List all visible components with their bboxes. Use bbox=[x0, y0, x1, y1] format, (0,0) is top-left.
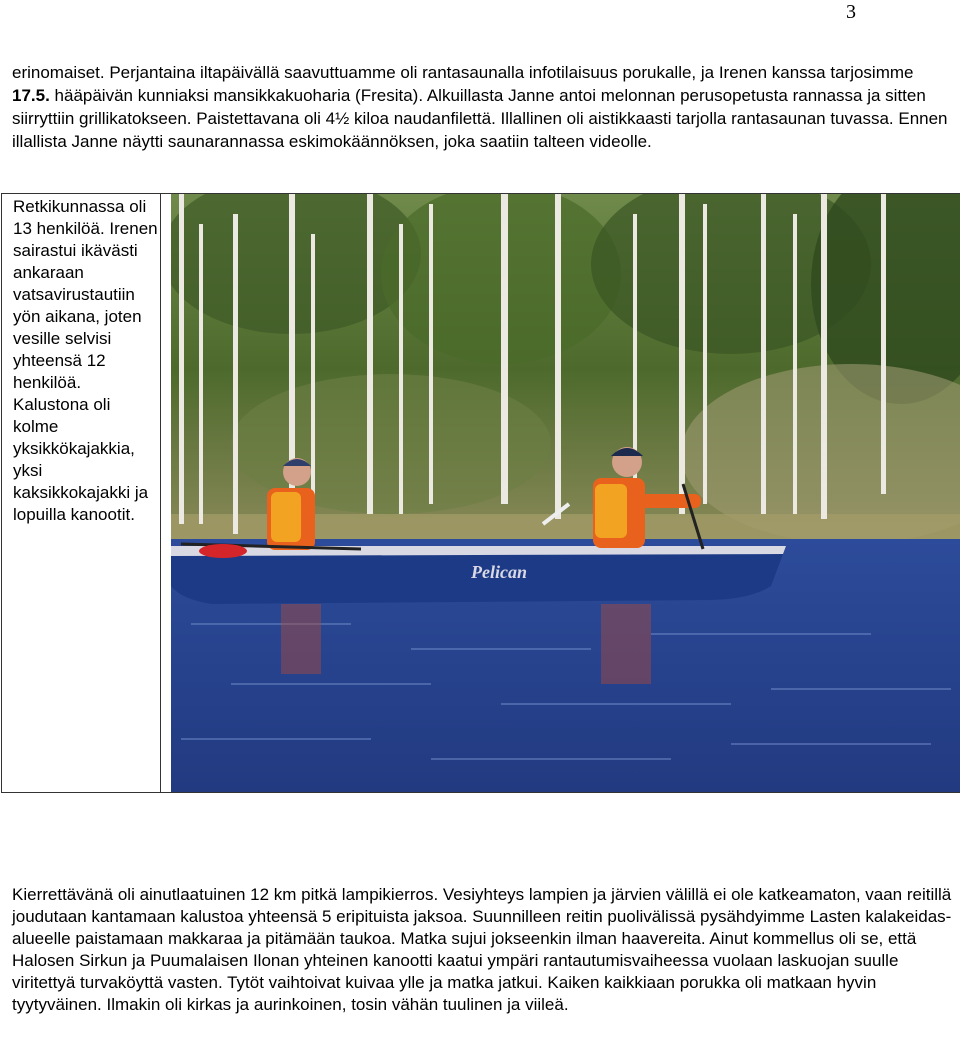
page-number: 3 bbox=[846, 1, 856, 23]
caption-photo-table bbox=[1, 193, 960, 793]
table-divider bbox=[160, 194, 161, 792]
intro-text-part2: hääpäivän kunniaksi mansikkakuoharia (Fresita). Alkuillasta Janne antoi melonnan perusopetusta rannassa ja sitten siirryttiin grillikatokseen. Paistettavana oli 4½ kiloa naudanfilettä. Illallinen oli aistikkaasti tarjolla rantasaunan tuvassa. Ennen illallista Janne näytti saunarannassa eskimokäännöksen, joka saatiin talteen videolle. bbox=[12, 86, 948, 151]
side-caption: Retkikunnassa oli 13 henkilöä. Irenen sairastui ikävästi ankaraan vatsavirustautiin yön aikana, joten vesille selvisi yhteensä 12 henkilöä. Kalustona oli kolme yksikkökajakkia, yksi kaksikkokajakki ja lopuilla kanootit. bbox=[13, 197, 158, 524]
canoe bbox=[171, 546, 786, 604]
intro-text-part1: erinomaiset. Perjantaina iltapäivällä saavuttuamme oli rantasaunalla infotilaisuus porukalle, ja Irenen kanssa tarjosimme bbox=[12, 63, 914, 82]
canoe-photo bbox=[171, 194, 960, 792]
intro-paragraph bbox=[12, 61, 952, 153]
canoe-brand-label: Pelican bbox=[471, 562, 527, 582]
intro-date-bold: 17.5. bbox=[12, 86, 50, 105]
outro-paragraph: Kierrettävänä oli ainutlaatuinen 12 km pitkä lampikierros. Vesiyhteys lampien ja järvien välillä ei ole katkeamaton, vaan reitillä joudutaan kantamaan kalustoa yhteensä 5 eripituista jaksoa. Suunnilleen reitin puolivälissä pysähdyimme Lasten kalakeidas-alueelle paistamaan makkaraa ja pitämään taukoa. Matka sujui jokseenkin ilman haavereita. Ainut kommellus oli se, että Halosen Sirkun ja Puumalaisen Ilonan yhteinen kanootti kaatui ympäri rantautumisvaiheessa vuolaan laskuojan suulle viritettyä turvaköyttä vasten. Tytöt vaihtoivat kuivaa ylle ja matka jatkui. Kaiken kaikkiaan porukka oli matkaan hyvin tyytyväinen. Ilmakin oli kirkas ja aurinkoinen, tosin vähän tuulinen ja viileä. bbox=[12, 885, 952, 1014]
